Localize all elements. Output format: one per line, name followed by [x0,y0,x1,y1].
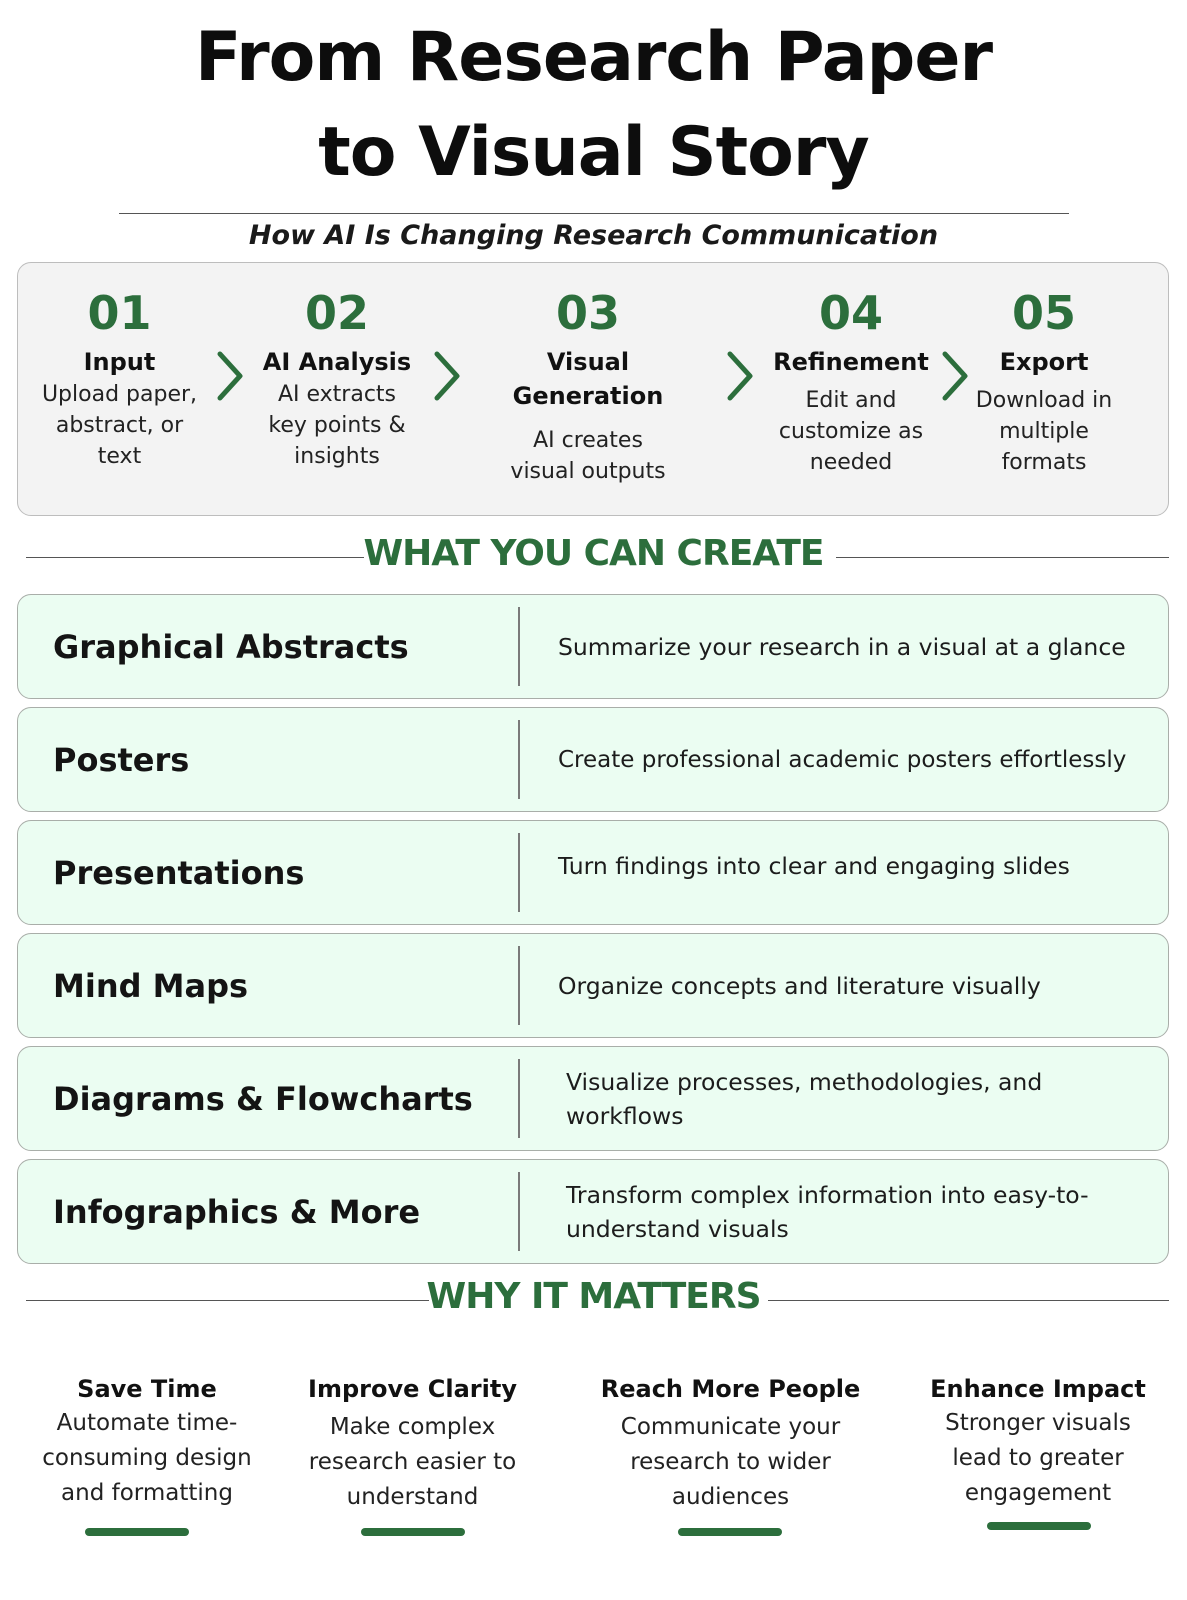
section-heading-create: WHAT YOU CAN CREATE [363,533,824,574]
step-description: Edit and customize as needed [778,388,924,475]
title-divider [119,213,1069,214]
accent-bar [361,1528,465,1536]
row-name: Infographics & More [53,1192,421,1231]
step-number: 05 [1011,286,1076,340]
chevron-right-icon [726,351,754,401]
row-divider [518,833,520,912]
step-description: Download in multiple formats [975,388,1113,475]
row-description: Organize concepts and literature visually [558,971,1041,1000]
step-title: Refinement [773,348,929,376]
row-name: Graphical Abstracts [53,627,409,666]
step-description: Upload paper, abstract, or text [41,382,198,469]
step-export [964,285,1124,478]
page-title [0,10,1187,200]
benefit-description: Make complex research easier to understand [308,1414,517,1510]
step-number: 03 [555,286,620,340]
step-number: 01 [87,286,152,340]
benefit-title: Reach More People [600,1375,861,1403]
step-title: AI Analysis [262,348,412,376]
row-description: Summarize your research in a visual at a glance [558,632,1126,661]
accent-bar [987,1522,1091,1530]
chevron-right-icon [433,351,461,401]
step-title: Input [83,348,156,376]
row-name: Posters [53,740,190,779]
process-steps-panel [17,262,1169,516]
step-visual-generation [473,285,703,487]
chevron-right-icon [216,351,244,401]
benefit-description: Automate time-consuming design and formatting [42,1410,252,1506]
row-name: Mind Maps [53,966,249,1005]
create-row-graphical-abstracts [17,594,1169,699]
step-description: AI extracts key points & insights [268,382,406,469]
step-title: Export [999,348,1089,376]
benefit-title: Improve Clarity [308,1375,517,1403]
title-line-2: to Visual Story [318,113,869,192]
step-title: Visual Generation [512,348,664,410]
accent-bar [85,1528,189,1536]
step-input [32,285,207,472]
step-number: 02 [304,286,369,340]
step-description: AI creates visual outputs [510,428,666,484]
create-row-posters [17,707,1169,812]
title-line-1: From Research Paper [195,18,992,97]
row-description: Create professional academic posters effortlessly [558,746,1127,773]
benefit-save-time [36,1372,258,1511]
benefit-description: Stronger visuals lead to greater engagement [945,1410,1131,1506]
row-divider [518,1172,520,1251]
page-subtitle: How AI Is Changing Research Communication [248,220,939,251]
row-divider [518,720,520,799]
benefit-title: Save Time [77,1375,217,1403]
accent-bar [678,1528,782,1536]
benefit-description: Communicate your research to wider audiences [620,1414,841,1510]
step-number: 04 [818,286,883,340]
row-divider [518,946,520,1025]
step-refinement [766,285,936,478]
row-divider [518,1059,520,1138]
row-description: Visualize processes, methodologies, and workflows [566,1067,1043,1130]
section-heading-why: WHY IT MATTERS [426,1276,761,1317]
create-row-diagrams-flowcharts [17,1046,1169,1151]
benefit-improve-clarity [300,1372,525,1515]
create-row-presentations [17,820,1169,925]
create-row-infographics [17,1159,1169,1264]
row-description: Transform complex information into easy-to-understand visuals [566,1180,1089,1243]
row-description: Turn findings into clear and engaging slides [558,852,1070,880]
row-name: Diagrams & Flowcharts [53,1079,473,1118]
row-name: Presentations [53,853,305,892]
benefit-enhance-impact [928,1372,1148,1511]
create-row-mind-maps [17,933,1169,1038]
benefit-title: Enhance Impact [930,1375,1146,1403]
benefit-reach-more-people [598,1372,863,1515]
step-ai-analysis [252,285,422,472]
row-divider [518,607,520,686]
